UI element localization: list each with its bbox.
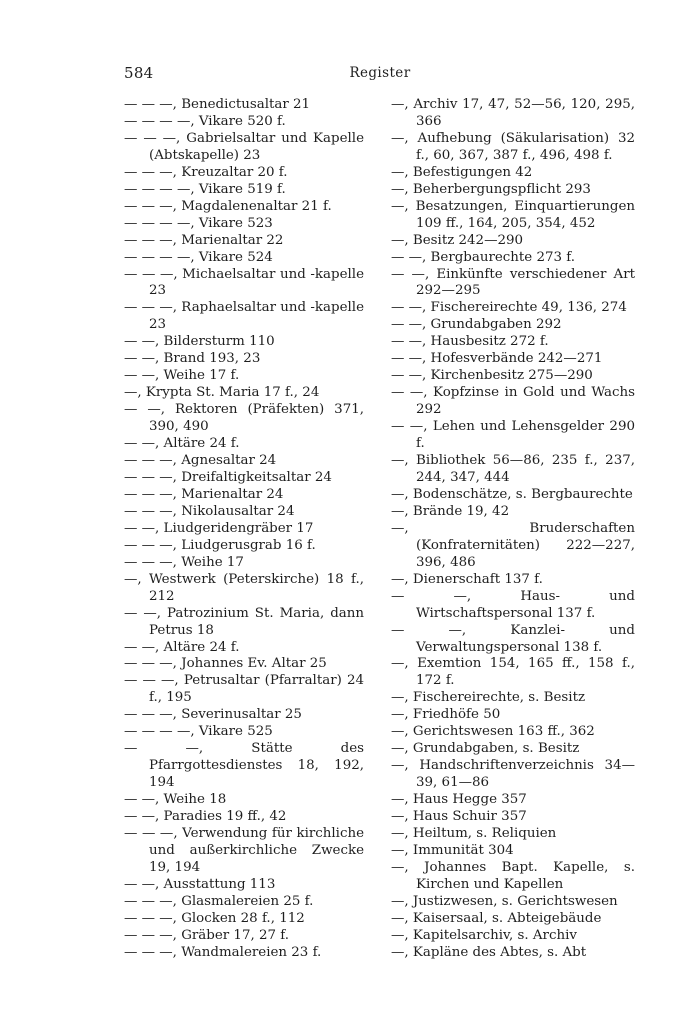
index-entry: —, Friedhöfe 50 xyxy=(391,707,501,723)
index-entry: —, Westwerk (Peterskirche) 18 f., 212 xyxy=(124,571,364,604)
index-entry: — —, Bildersturm 110 xyxy=(124,334,275,350)
index-entry: — —, Weihe 18 xyxy=(124,792,227,808)
index-entry: — —, Haus- und Wirtschaftspersonal 137 f. xyxy=(391,588,635,621)
index-entry: — — —, Gabrielsaltar und Kapelle (Abtskapelle) 23 xyxy=(124,130,364,163)
index-entry: — —, Hofesverbände 242—271 xyxy=(391,351,603,367)
index-entry: — —, Brand 193, 23 xyxy=(124,351,261,367)
index-entry: —, Bibliothek 56—86, 235 f., 237, 244, 347, 444 xyxy=(391,453,635,485)
index-entry: — — — —, Vikare 520 f. xyxy=(124,113,286,129)
index-entry: —, Haus Schuir 357 xyxy=(391,809,527,825)
index-entry: —, Beherbergungspflicht 293 xyxy=(391,181,591,197)
index-entry: — — —, Wandmalereien 23 f. xyxy=(124,944,322,960)
index-entry: —, Johannes Bapt. Kapelle, s. Kirchen und Kapellen xyxy=(391,859,635,892)
index-entry: — — —, Severinusaltar 25 xyxy=(124,707,302,723)
index-entry: — —, Patrozinium St. Maria, dann Petrus 18 xyxy=(124,605,364,638)
index-entry: — —, Rektoren (Präfekten) 371, 390, 490 xyxy=(124,402,364,435)
index-entry: — — —, Dreifaltigkeitsaltar 24 xyxy=(124,469,332,485)
index-entry: — — —, Agnesaltar 24 xyxy=(124,453,277,469)
index-entry: — —, Liudgeridengräber 17 xyxy=(124,520,314,536)
index-entry: —, Befestigungen 42 xyxy=(391,164,533,180)
index-entry: — — —, Gräber 17, 27 f. xyxy=(124,927,290,943)
index-entry: — — —, Verwendung für kirchliche und außerkirchliche Zwecke 19, 194 xyxy=(124,825,364,875)
index-entry: —, Bodenschätze, s. Bergbaurechte xyxy=(391,486,633,502)
index-entry: — — —, Kreuzaltar 20 f. xyxy=(124,164,288,180)
index-entry: — — — —, Vikare 519 f. xyxy=(124,181,286,197)
index-entry: — — —, Marienaltar 22 xyxy=(124,232,284,248)
index-entry: —, Archiv 17, 47, 52—56, 120, 295, 366 xyxy=(391,97,635,129)
index-entry: —, Kapläne des Abtes, s. Abt xyxy=(391,944,587,960)
index-entry: — —, Stätte des Pfarrgottesdienstes 18, 192, 194 xyxy=(124,741,364,791)
index-entry: — — —, Petrusaltar (Pfarraltar) 24 f., 195 xyxy=(124,673,364,706)
index-entry: — —, Fischereirechte 49, 136, 274 xyxy=(391,300,627,316)
index-entry: —, Fischereirechte, s. Besitz xyxy=(391,690,586,706)
index-entry: — —, Kopfzinse in Gold und Wachs 292 xyxy=(391,385,635,418)
index-entry: —, Haus Hegge 357 xyxy=(391,792,527,808)
index-column-left xyxy=(124,97,364,962)
index-entry: —, Heiltum, s. Reliquien xyxy=(391,825,557,841)
index-entry: — —, Kirchenbesitz 275—290 xyxy=(391,368,593,384)
index-entry: —, Kapitelsarchiv, s. Archiv xyxy=(391,927,577,943)
index-entry: —, Handschriftenverzeichnis 34—39, 61—86 xyxy=(391,758,635,791)
index-entry: —, Krypta St. Maria 17 f., 24 xyxy=(124,385,320,401)
running-head: Register xyxy=(349,65,411,81)
index-entry: —, Besatzungen, Einquartierungen 109 ff., 164, 205, 354, 452 xyxy=(391,198,635,231)
index-entry: — — —, Magdalenenaltar 21 f. xyxy=(124,198,332,214)
index-entry: — — — —, Vikare 523 xyxy=(124,215,273,231)
index-entry: — — —, Raphaelsaltar und -kapelle 23 xyxy=(124,300,364,333)
index-entry: — — —, Liudgerusgrab 16 f. xyxy=(124,537,316,553)
index-entry: — —, Bergbaurechte 273 f. xyxy=(391,249,576,265)
index-entry: — —, Kanzlei- und Verwaltungspersonal 138 f. xyxy=(391,622,635,655)
index-entry: —, Justizwesen, s. Gerichtswesen xyxy=(391,893,618,909)
index-entry: —, Brände 19, 42 xyxy=(391,503,510,519)
index-entry: —, Bruderschaften (Konfraternitäten) 222—227, 396, 486 xyxy=(391,520,635,570)
index-entry: — — —, Weihe 17 xyxy=(124,554,244,570)
index-entry: — —, Ausstattung 113 xyxy=(124,876,276,892)
index-entry: —, Aufhebung (Säkularisation) 32 f., 60, 367, 387 f., 496, 498 f. xyxy=(391,130,635,163)
index-entry: — —, Altäre 24 f. xyxy=(124,639,240,655)
index-entry: —, Gerichtswesen 163 ff., 362 xyxy=(391,724,595,740)
page-number: 584 xyxy=(124,64,154,82)
index-column-right xyxy=(391,97,635,962)
index-entry: — — —, Johannes Ev. Altar 25 xyxy=(124,656,327,672)
index-entry: — — —, Nikolausaltar 24 xyxy=(124,503,295,519)
index-entry: — — —, Glocken 28 f., 112 xyxy=(124,910,305,926)
index-entry: —, Immunität 304 xyxy=(391,842,514,858)
index-entry: —, Besitz 242—290 xyxy=(391,232,524,248)
index-entry: — —, Grundabgaben 292 xyxy=(391,317,562,333)
index-entry: — — — —, Vikare 525 xyxy=(124,724,273,740)
index-entry: — —, Hausbesitz 272 f. xyxy=(391,334,549,350)
index-entry: — — — —, Vikare 524 xyxy=(124,249,273,265)
index-entry: — —, Paradies 19 ff., 42 xyxy=(124,809,287,825)
index-entry: — — —, Benedictusaltar 21 xyxy=(124,97,311,112)
index-entry: — —, Einkünfte verschiedener Art 292—295 xyxy=(391,266,635,299)
index-entry: — — —, Glasmalereien 25 f. xyxy=(124,893,314,909)
index-entry: — — —, Marienaltar 24 xyxy=(124,486,284,502)
index-entry: — —, Altäre 24 f. xyxy=(124,436,240,452)
index-entry: — —, Lehen und Lehensgelder 290 f. xyxy=(391,419,635,452)
index-entry: —, Dienerschaft 137 f. xyxy=(391,571,543,587)
index-entry: —, Kaisersaal, s. Abteigebäude xyxy=(391,910,602,926)
index-entry: —, Exemtion 154, 165 ff., 158 f., 172 f. xyxy=(391,656,635,689)
index-entry: — —, Weihe 17 f. xyxy=(124,368,240,384)
index-entry: —, Grundabgaben, s. Besitz xyxy=(391,741,580,757)
index-entry: — — —, Michaelsaltar und -kapelle 23 xyxy=(124,266,364,299)
